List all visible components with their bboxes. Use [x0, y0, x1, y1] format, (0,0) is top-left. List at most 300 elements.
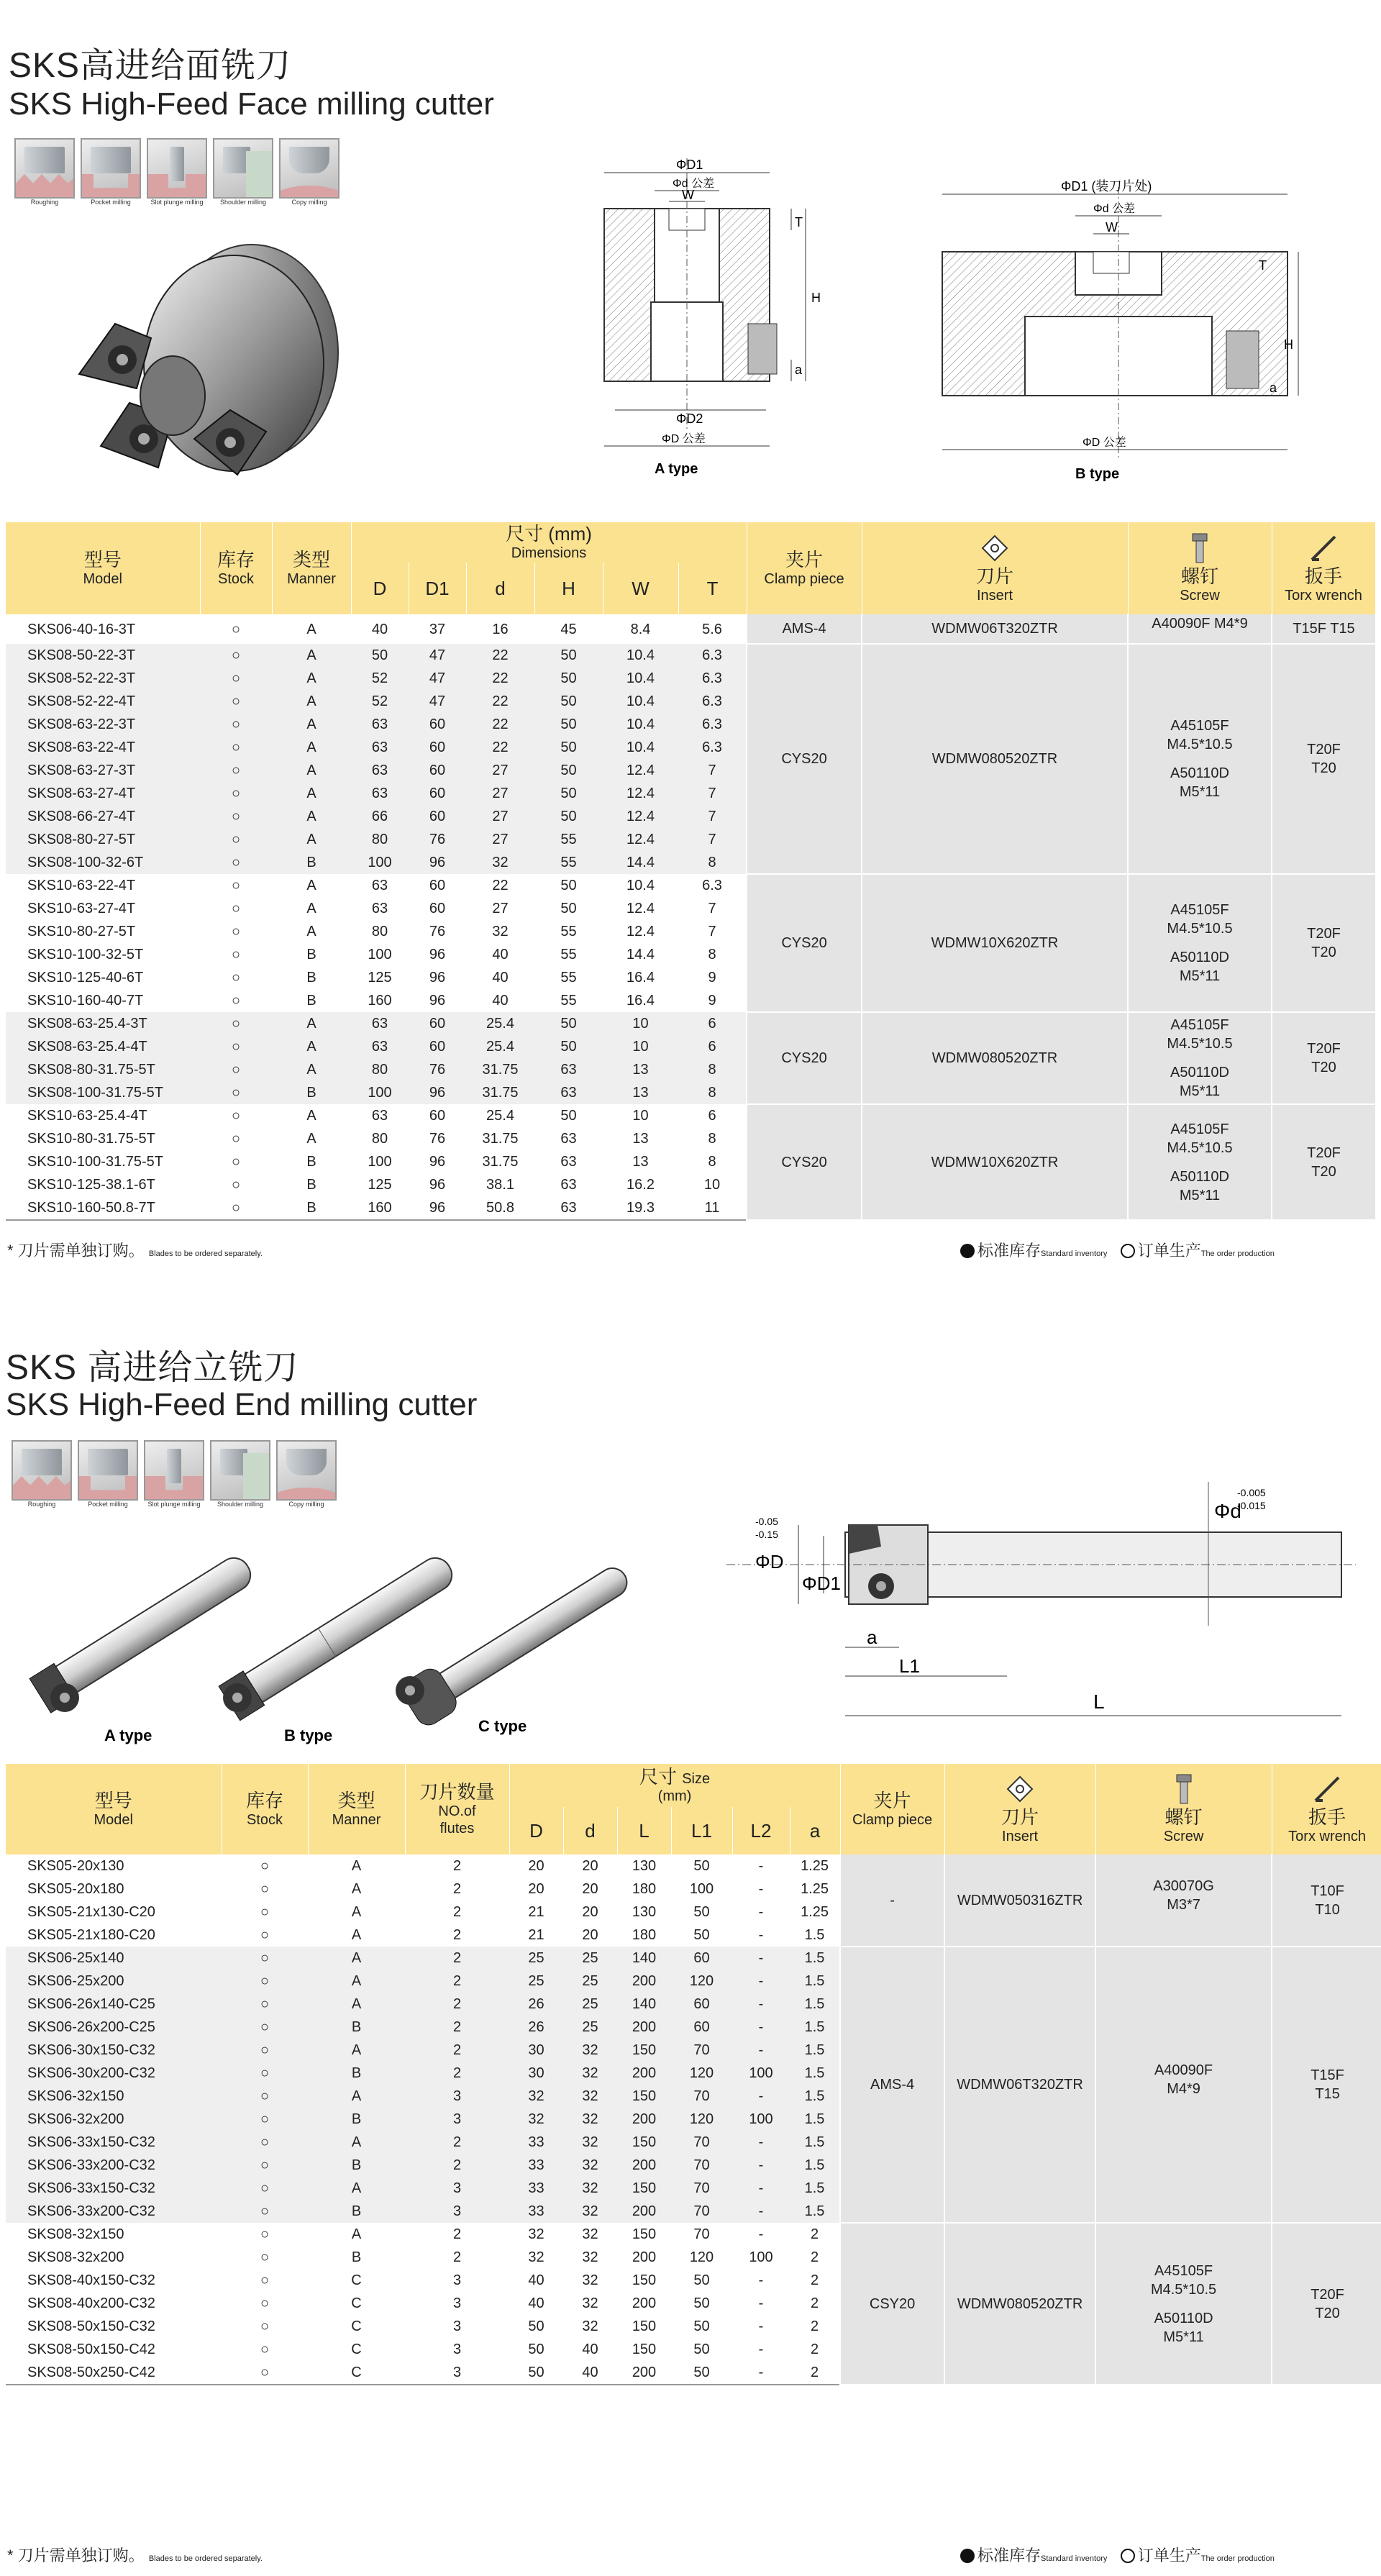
- model-cell: SKS10-63-22-4T: [27, 878, 136, 893]
- value-cell: 40: [582, 2341, 598, 2357]
- value-cell: A: [272, 1035, 351, 1058]
- value-cell: 66: [351, 805, 409, 828]
- value-cell: 100: [351, 1081, 409, 1104]
- value-cell: 96: [429, 993, 446, 1009]
- value-cell: 21: [528, 1904, 544, 1920]
- value-cell: C: [351, 2341, 362, 2357]
- value-cell: 50: [693, 1927, 710, 1943]
- value-cell: A: [272, 713, 351, 736]
- value-cell: 50.8: [466, 1196, 534, 1220]
- value-cell: 50: [671, 2361, 732, 2385]
- value-cell: ○: [200, 1012, 272, 1035]
- model-cell: SKS10-80-27-5T: [27, 924, 136, 939]
- value-cell: A: [306, 621, 316, 637]
- value-cell: 12.4: [626, 924, 655, 939]
- value-cell: 96: [409, 1196, 466, 1220]
- value-cell: 200: [617, 2200, 671, 2223]
- icon-label: Slot plunge milling: [147, 1501, 201, 1508]
- model-cell: SKS06-26x200-C25: [6, 2016, 222, 2039]
- value-cell: 100: [689, 1881, 714, 1897]
- value-cell: 2: [452, 1904, 462, 1920]
- value-cell: 50: [693, 1904, 710, 1920]
- value-cell: A: [272, 828, 351, 851]
- value-cell: 1.25: [801, 1904, 829, 1920]
- value-cell: 63: [351, 1035, 409, 1058]
- th-col: L: [617, 1807, 671, 1854]
- value-cell: 63: [534, 1058, 603, 1081]
- value-cell: 16.4: [626, 993, 655, 1009]
- value-cell: 6.3: [678, 736, 747, 759]
- insert-cell: WDMW10X620ZTR: [862, 874, 1128, 1012]
- value-cell: B: [306, 993, 316, 1009]
- value-cell: 52: [351, 667, 409, 690]
- section1-legend: 标准库存Standard inventory 订单生产The order production: [960, 1239, 1275, 1261]
- drawing-b-type: [931, 173, 1320, 489]
- value-cell: A: [306, 1108, 316, 1124]
- value-cell: 52: [351, 690, 409, 713]
- value-cell: 3: [452, 2295, 462, 2311]
- model-cell: SKS10-100-32-5T: [27, 947, 144, 962]
- value-cell: 25: [563, 2016, 617, 2039]
- value-cell: 10.4: [603, 667, 678, 690]
- value-cell: 2: [452, 2249, 462, 2265]
- value-cell: A: [308, 2039, 405, 2062]
- value-cell: 55: [560, 970, 577, 986]
- value-cell: A: [308, 2177, 405, 2200]
- model-cell: SKS08-63-25.4-4T: [6, 1035, 200, 1058]
- section2-legend: 标准库存Standard inventory 订单生产The order production: [960, 2544, 1275, 2566]
- value-cell: -: [758, 2341, 764, 2357]
- value-cell: ○: [222, 2016, 308, 2039]
- value-cell: B: [306, 947, 316, 962]
- value-cell: B: [272, 851, 351, 874]
- value-cell: ○: [260, 2318, 270, 2334]
- value-cell: 32: [528, 2249, 544, 2265]
- model-cell: SKS06-32x150: [6, 2085, 222, 2108]
- value-cell: B: [308, 2200, 405, 2223]
- value-cell: 1.5: [790, 1993, 840, 2016]
- shoulder-milling-icon: [213, 138, 273, 199]
- order-production-icon: [1121, 2549, 1135, 2563]
- value-cell: 21: [528, 1927, 544, 1943]
- drawing-b-label-dd: ΦD 公差: [1083, 437, 1126, 449]
- value-cell: 150: [632, 2226, 657, 2242]
- value-cell: 60: [429, 1108, 446, 1124]
- value-cell: 70: [671, 2131, 732, 2154]
- value-cell: -: [732, 2177, 790, 2200]
- value-cell: B: [272, 1081, 351, 1104]
- value-cell: -: [758, 1927, 764, 1943]
- face-mill-spec-table: [6, 522, 1376, 1221]
- value-cell: A: [351, 1904, 362, 1920]
- value-cell: 10.4: [603, 690, 678, 713]
- value-cell: ○: [231, 1177, 241, 1193]
- value-cell: 160: [351, 1196, 409, 1220]
- value-cell: ○: [200, 805, 272, 828]
- value-cell: 120: [671, 1970, 732, 1993]
- value-cell: ○: [222, 1970, 308, 1993]
- value-cell: 6.3: [678, 713, 747, 736]
- model-cell: SKS08-40x200-C32: [27, 2295, 155, 2311]
- value-cell: 16.2: [626, 1177, 655, 1193]
- th-clamp: 夹片 Clamp piece: [840, 1764, 944, 1854]
- value-cell: 63: [371, 878, 388, 893]
- value-cell: 150: [632, 2341, 657, 2357]
- value-cell: -: [732, 1947, 790, 1970]
- value-cell: 40: [528, 2272, 544, 2288]
- value-cell: 16.4: [626, 970, 655, 986]
- value-cell: ○: [260, 2272, 270, 2288]
- tool-type-c-label: C type: [478, 1717, 527, 1735]
- value-cell: 63: [534, 1081, 603, 1104]
- value-cell: 10: [603, 1012, 678, 1035]
- value-cell: A: [351, 2226, 362, 2242]
- screw-cell: A45105F M4.5*10.5 A50110D M5*11: [1128, 874, 1272, 1012]
- value-cell: 140: [617, 1947, 671, 1970]
- value-cell: 150: [632, 2318, 657, 2334]
- value-cell: 6.3: [678, 690, 747, 713]
- torx-wrench-icon: [1308, 532, 1339, 564]
- model-cell: SKS08-66-27-4T: [6, 805, 200, 828]
- icon-label: Slot plunge milling: [150, 199, 204, 206]
- value-cell: 1.5: [790, 2154, 840, 2177]
- value-cell: 60: [409, 1012, 466, 1035]
- value-cell: A: [306, 924, 316, 939]
- value-cell: 200: [617, 2062, 671, 2085]
- value-cell: ○: [222, 1993, 308, 2016]
- value-cell: 70: [671, 2200, 732, 2223]
- value-cell: 70: [671, 2177, 732, 2200]
- th-wrench: 扳手 Torx wrench: [1272, 522, 1375, 614]
- value-cell: 25: [563, 1993, 617, 2016]
- wrench-cell: T10F T10: [1272, 1854, 1381, 1947]
- value-cell: C: [351, 2295, 362, 2311]
- insert-cell: WDMW080520ZTR: [862, 1012, 1128, 1104]
- clamp-cell: -: [840, 1854, 944, 1947]
- value-cell: 2: [405, 1993, 509, 2016]
- section2-title-en: SKS High-Feed End milling cutter: [6, 1387, 478, 1422]
- value-cell: 22: [466, 644, 534, 667]
- icon-label: Shoulder milling: [219, 199, 267, 206]
- value-cell: 25.4: [466, 1035, 534, 1058]
- value-cell: ○: [231, 993, 241, 1009]
- icon-label: Pocket milling: [88, 1501, 128, 1508]
- value-cell: 6: [678, 1012, 747, 1035]
- value-cell: 1.5: [790, 2131, 840, 2154]
- value-cell: 32: [509, 2085, 563, 2108]
- value-cell: 63: [351, 736, 409, 759]
- end-mill-spec-table: [6, 1764, 1381, 2385]
- value-cell: B: [306, 970, 316, 986]
- torx-wrench-icon: [1311, 1773, 1343, 1805]
- value-cell: 70: [671, 2039, 732, 2062]
- value-cell: -: [732, 2016, 790, 2039]
- value-cell: 3: [405, 2177, 509, 2200]
- value-cell: 60: [671, 1947, 732, 1970]
- value-cell: 50: [560, 901, 577, 916]
- value-cell: 10.4: [603, 736, 678, 759]
- value-cell: ○: [200, 644, 272, 667]
- value-cell: ○: [260, 1904, 270, 1920]
- model-cell: SKS10-63-27-4T: [27, 901, 136, 916]
- clamp-cell: CYS20: [747, 644, 862, 874]
- value-cell: 150: [617, 2085, 671, 2108]
- value-cell: 32: [563, 2200, 617, 2223]
- th-screw: 螺钉 Screw: [1128, 522, 1272, 614]
- value-cell: 32: [582, 2272, 598, 2288]
- model-cell: SKS06-25x140: [6, 1947, 222, 1970]
- value-cell: 50: [560, 1108, 577, 1124]
- value-cell: -: [758, 1858, 764, 1874]
- value-cell: 50: [534, 1012, 603, 1035]
- value-cell: 3: [452, 2272, 462, 2288]
- value-cell: 150: [632, 2272, 657, 2288]
- value-cell: 7: [678, 782, 747, 805]
- value-cell: ○: [222, 2154, 308, 2177]
- value-cell: 200: [617, 2154, 671, 2177]
- table-row: [6, 1947, 1381, 1970]
- value-cell: 3: [452, 2341, 462, 2357]
- value-cell: 7: [678, 805, 747, 828]
- value-cell: B: [306, 1177, 316, 1193]
- value-cell: 50: [534, 736, 603, 759]
- value-cell: 80: [351, 1058, 409, 1081]
- th-col: H: [534, 563, 603, 614]
- shoulder-milling-icon: [210, 1440, 270, 1501]
- value-cell: 14.4: [626, 947, 655, 962]
- value-cell: 55: [560, 924, 577, 939]
- order-production-icon: [1121, 1244, 1135, 1258]
- model-cell: SKS08-40x150-C32: [27, 2272, 155, 2288]
- value-cell: 130: [632, 1858, 657, 1874]
- value-cell: 32: [492, 924, 509, 939]
- value-cell: 2: [810, 2295, 819, 2311]
- drawing-a-caption: A type: [655, 461, 698, 477]
- model-cell: SKS08-100-32-6T: [6, 851, 200, 874]
- value-cell: 12.4: [626, 901, 655, 916]
- model-cell: SKS10-125-40-6T: [27, 970, 144, 986]
- value-cell: 40: [563, 2361, 617, 2385]
- value-cell: 50: [560, 878, 577, 893]
- model-cell: SKS05-20x130: [27, 1858, 124, 1874]
- value-cell: 6.3: [702, 878, 722, 893]
- value-cell: ○: [231, 621, 241, 637]
- screw-icon: [1184, 532, 1216, 564]
- value-cell: 50: [534, 667, 603, 690]
- value-cell: B: [306, 1154, 316, 1170]
- model-cell: SKS08-100-31.75-5T: [6, 1081, 200, 1104]
- value-cell: 7: [708, 901, 716, 916]
- value-cell: ○: [222, 2131, 308, 2154]
- value-cell: 2: [405, 1970, 509, 1993]
- value-cell: A: [351, 1881, 362, 1897]
- value-cell: -: [732, 1970, 790, 1993]
- value-cell: 63: [560, 1177, 577, 1193]
- model-cell: SKS06-30x200-C32: [6, 2062, 222, 2085]
- value-cell: B: [308, 2154, 405, 2177]
- drawing-label-phi-d1: ΦD1: [802, 1573, 841, 1594]
- model-cell: SKS05-21x180-C20: [27, 1927, 155, 1943]
- model-cell: SKS06-33x200-C32: [6, 2200, 222, 2223]
- roughing-icon: [12, 1440, 72, 1501]
- value-cell: A: [272, 644, 351, 667]
- section1-title-cn: SKS高进给面铣刀: [9, 47, 292, 85]
- value-cell: ○: [231, 1131, 241, 1147]
- th-manner: 类型 Manner: [272, 522, 351, 614]
- value-cell: 63: [371, 1108, 388, 1124]
- value-cell: 70: [671, 2154, 732, 2177]
- wrench-cell: T20F T20: [1272, 874, 1375, 1012]
- drawing-D-tol-upper: -0.05: [755, 1516, 778, 1527]
- value-cell: 60: [409, 759, 466, 782]
- value-cell: -: [758, 1904, 764, 1920]
- value-cell: ○: [200, 828, 272, 851]
- value-cell: 33: [509, 2177, 563, 2200]
- value-cell: 76: [429, 1131, 446, 1147]
- value-cell: 1.5: [790, 2062, 840, 2085]
- value-cell: 12.4: [603, 759, 678, 782]
- value-cell: 63: [351, 713, 409, 736]
- value-cell: ○: [231, 878, 241, 893]
- icon-label: Roughing: [27, 1501, 56, 1508]
- value-cell: 33: [509, 2154, 563, 2177]
- th-flutes: 刀片数量 NO.of flutes: [405, 1764, 509, 1854]
- value-cell: 16: [492, 621, 509, 637]
- th-col: W: [603, 563, 678, 614]
- value-cell: 37: [429, 621, 446, 637]
- value-cell: 120: [689, 2249, 714, 2265]
- value-cell: 2: [405, 1947, 509, 1970]
- standard-inventory-icon: [960, 2549, 975, 2563]
- value-cell: B: [351, 2249, 362, 2265]
- model-cell: SKS05-21x130-C20: [27, 1904, 155, 1920]
- end-mill-drawing: [726, 1439, 1359, 1734]
- value-cell: 31.75: [466, 1081, 534, 1104]
- value-cell: ○: [231, 1154, 241, 1170]
- value-cell: 31.75: [466, 1058, 534, 1081]
- th-col: D1: [409, 563, 466, 614]
- th-col: a: [790, 1807, 840, 1854]
- screw-cell: A40090F M4*9: [1128, 614, 1272, 644]
- model-cell: SKS08-63-22-3T: [6, 713, 200, 736]
- value-cell: A: [306, 901, 316, 916]
- drawing-d-tol-upper: -0.005: [1237, 1487, 1266, 1498]
- value-cell: ○: [200, 1196, 272, 1220]
- value-cell: 63: [371, 901, 388, 916]
- insert-cell: WDMW06T320ZTR: [862, 614, 1128, 644]
- section1-title-en: SKS High-Feed Face milling cutter: [9, 86, 494, 122]
- section1-application-icons: [14, 138, 339, 206]
- value-cell: 50: [528, 2318, 544, 2334]
- value-cell: 40: [492, 993, 509, 1009]
- value-cell: 50: [534, 690, 603, 713]
- value-cell: A: [308, 2085, 405, 2108]
- value-cell: 100: [732, 2062, 790, 2085]
- value-cell: 8: [708, 1131, 716, 1147]
- value-cell: 20: [528, 1858, 544, 1874]
- th-col: d: [563, 1807, 617, 1854]
- value-cell: 40: [528, 2295, 544, 2311]
- value-cell: 2: [810, 2318, 819, 2334]
- icon-label: Roughing: [30, 199, 59, 206]
- wrench-cell: T15F T15: [1272, 1947, 1381, 2223]
- value-cell: 8.4: [630, 621, 651, 637]
- value-cell: 32: [563, 2154, 617, 2177]
- th-clamp: 夹片 Clamp piece: [747, 522, 862, 614]
- model-cell: SKS08-63-22-4T: [6, 736, 200, 759]
- value-cell: 32: [563, 2108, 617, 2131]
- value-cell: 2: [810, 2249, 819, 2265]
- pocket-milling-icon: [81, 138, 141, 199]
- value-cell: -: [758, 2318, 764, 2334]
- value-cell: -: [732, 2361, 790, 2385]
- value-cell: ○: [260, 2249, 270, 2265]
- value-cell: 2: [810, 2272, 819, 2288]
- th-col: D: [509, 1807, 563, 1854]
- value-cell: 96: [429, 1177, 446, 1193]
- slot-plunge-milling-icon: [147, 138, 207, 199]
- icon-label: Shoulder milling: [217, 1501, 264, 1508]
- model-cell: SKS08-50x150-C32: [27, 2318, 155, 2334]
- value-cell: 1.5: [790, 2200, 840, 2223]
- value-cell: 2: [405, 2039, 509, 2062]
- value-cell: -: [732, 2131, 790, 2154]
- value-cell: 6: [708, 1108, 716, 1124]
- value-cell: 8: [708, 1154, 716, 1170]
- value-cell: 12.4: [603, 828, 678, 851]
- icon-label: Copy milling: [288, 1501, 324, 1508]
- value-cell: ○: [200, 736, 272, 759]
- value-cell: 96: [429, 970, 446, 986]
- value-cell: ○: [200, 667, 272, 690]
- value-cell: A: [272, 1012, 351, 1035]
- value-cell: 50: [693, 2295, 710, 2311]
- roughing-icon: [14, 138, 75, 199]
- section2-note: * 刀片需单独订购。 Blades to be ordered separately.: [7, 2547, 263, 2564]
- value-cell: 1.5: [790, 2039, 840, 2062]
- value-cell: 7: [708, 924, 716, 939]
- model-cell: SKS06-33x150-C32: [6, 2177, 222, 2200]
- value-cell: A: [272, 736, 351, 759]
- value-cell: -: [758, 2295, 764, 2311]
- model-cell: SKS10-160-50.8-7T: [6, 1196, 200, 1220]
- value-cell: 30: [509, 2062, 563, 2085]
- value-cell: 10: [603, 1035, 678, 1058]
- section2-title-cn: SKS 高进给立铣刀: [6, 1349, 299, 1387]
- drawing-a-label-h: H: [811, 291, 821, 305]
- value-cell: ○: [231, 947, 241, 962]
- insert-icon: [979, 532, 1011, 564]
- value-cell: 76: [409, 828, 466, 851]
- drawing-b-caption: B type: [1075, 466, 1120, 482]
- model-cell: SKS05-20x180: [27, 1881, 124, 1897]
- model-cell: SKS06-26x140-C25: [6, 1993, 222, 2016]
- drawing-a-label-w: W: [682, 188, 694, 202]
- value-cell: A: [272, 1058, 351, 1081]
- model-cell: SKS08-80-27-5T: [6, 828, 200, 851]
- value-cell: 47: [409, 690, 466, 713]
- value-cell: 22: [466, 713, 534, 736]
- insert-cell: WDMW080520ZTR: [944, 2223, 1095, 2385]
- table-row: [6, 874, 1375, 897]
- value-cell: 32: [563, 2131, 617, 2154]
- value-cell: 55: [560, 993, 577, 1009]
- value-cell: 47: [409, 644, 466, 667]
- value-cell: 50: [693, 2318, 710, 2334]
- value-cell: 22: [492, 878, 509, 893]
- value-cell: 40: [371, 621, 388, 637]
- value-cell: A: [308, 2131, 405, 2154]
